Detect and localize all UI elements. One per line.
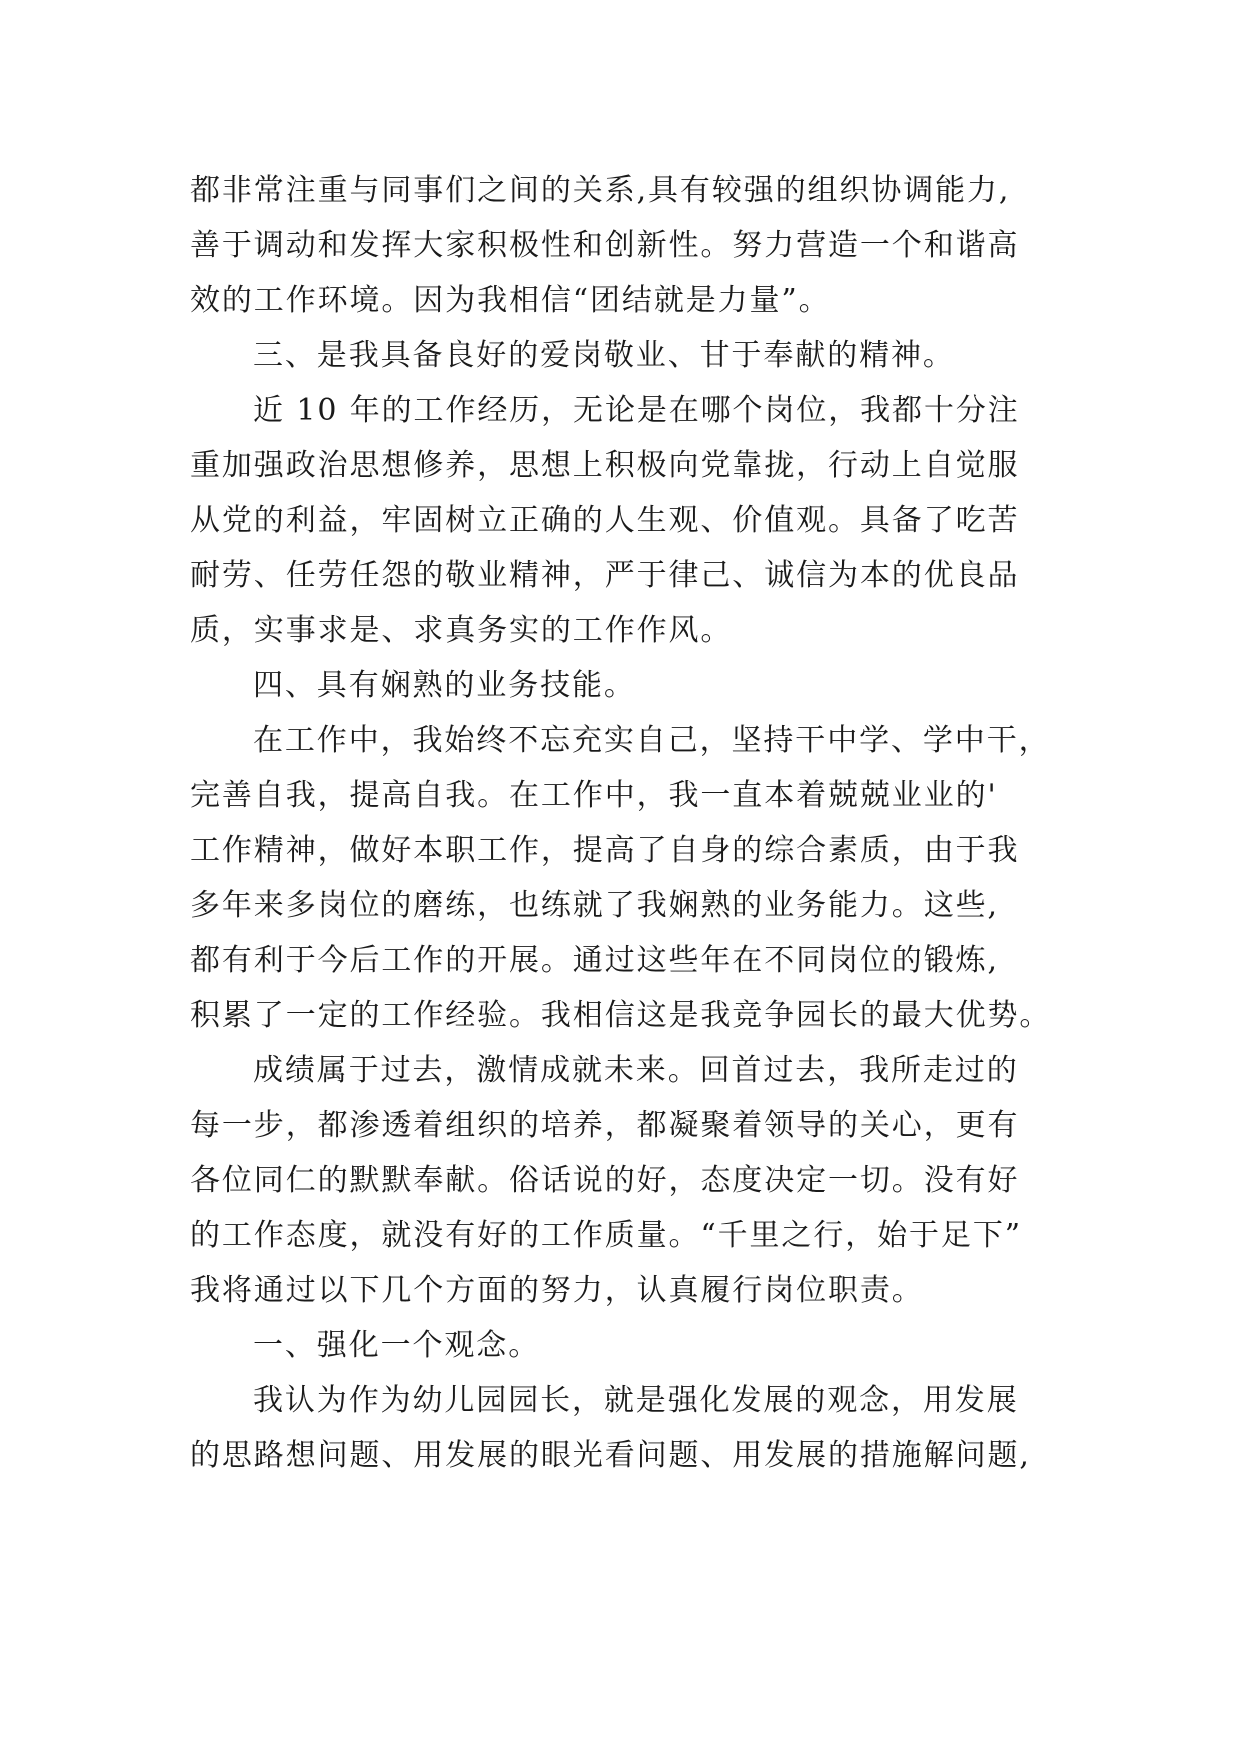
text-line: 耐劳、任劳任怨的敬业精神，严于律己、诚信为本的优良品 xyxy=(190,558,1020,593)
text-line: 积累了一定的工作经验。我相信这是我竞争园长的最大优势。 xyxy=(190,998,1052,1033)
text-line: 我认为作为幼儿园园长，就是强化发展的观念，用发展 xyxy=(253,1383,1019,1418)
text-line: 我将通过以下几个方面的努力，认真履行岗位职责。 xyxy=(190,1273,924,1308)
text-line: 的工作态度，就没有好的工作质量。“千里之行，始于足下” xyxy=(190,1218,1022,1253)
text-line: 在工作中，我始终不忘充实自己，坚持干中学、学中干， xyxy=(253,723,1051,758)
text-line: 质，实事求是、求真务实的工作作风。 xyxy=(190,613,733,648)
text-line: 从党的利益，牢固树立正确的人生观、价值观。具备了吃苦 xyxy=(190,503,1020,538)
text-line: 近 10 年的工作经历，无论是在哪个岗位，我都十分注 xyxy=(253,393,1020,428)
text-line: 成绩属于过去，激情成就未来。回首过去，我所走过的 xyxy=(253,1053,1019,1088)
text-line: 重加强政治思想修养，思想上积极向党靠拢，行动上自觉服 xyxy=(190,448,1020,483)
text-line: 都有利于今后工作的开展。通过这些年在不同岗位的锻炼, xyxy=(190,943,999,978)
text-line: 都非常注重与同事们之间的关系,具有较强的组织协调能力, xyxy=(190,173,1011,208)
text-line: 各位同仁的默默奉献。俗话说的好，态度决定一切。没有好 xyxy=(190,1163,1020,1198)
section-heading: 一、强化一个观念。 xyxy=(253,1328,541,1363)
text-line: 每一步，都渗透着组织的培养，都凝聚着领导的关心，更有 xyxy=(190,1108,1020,1143)
section-heading: 三、是我具备良好的爱岗敬业、甘于奉献的精神。 xyxy=(253,338,955,373)
text-line: 工作精神，做好本职工作，提高了自身的综合素质，由于我 xyxy=(190,833,1020,868)
section-heading: 四、具有娴熟的业务技能。 xyxy=(253,668,636,703)
text-line: 的思路想问题、用发展的眼光看问题、用发展的措施解问题, xyxy=(190,1438,1031,1473)
text-line: 善于调动和发挥大家积极性和创新性。努力营造一个和谐高 xyxy=(190,228,1020,263)
text-line: 多年来多岗位的磨练，也练就了我娴熟的业务能力。这些, xyxy=(190,888,999,923)
text-line: 完善自我，提高自我。在工作中，我一直本着兢兢业业的' xyxy=(190,778,998,813)
text-line: 效的工作环境。因为我相信“团结就是力量”。 xyxy=(190,283,831,318)
body-text xyxy=(190,163,1090,1483)
